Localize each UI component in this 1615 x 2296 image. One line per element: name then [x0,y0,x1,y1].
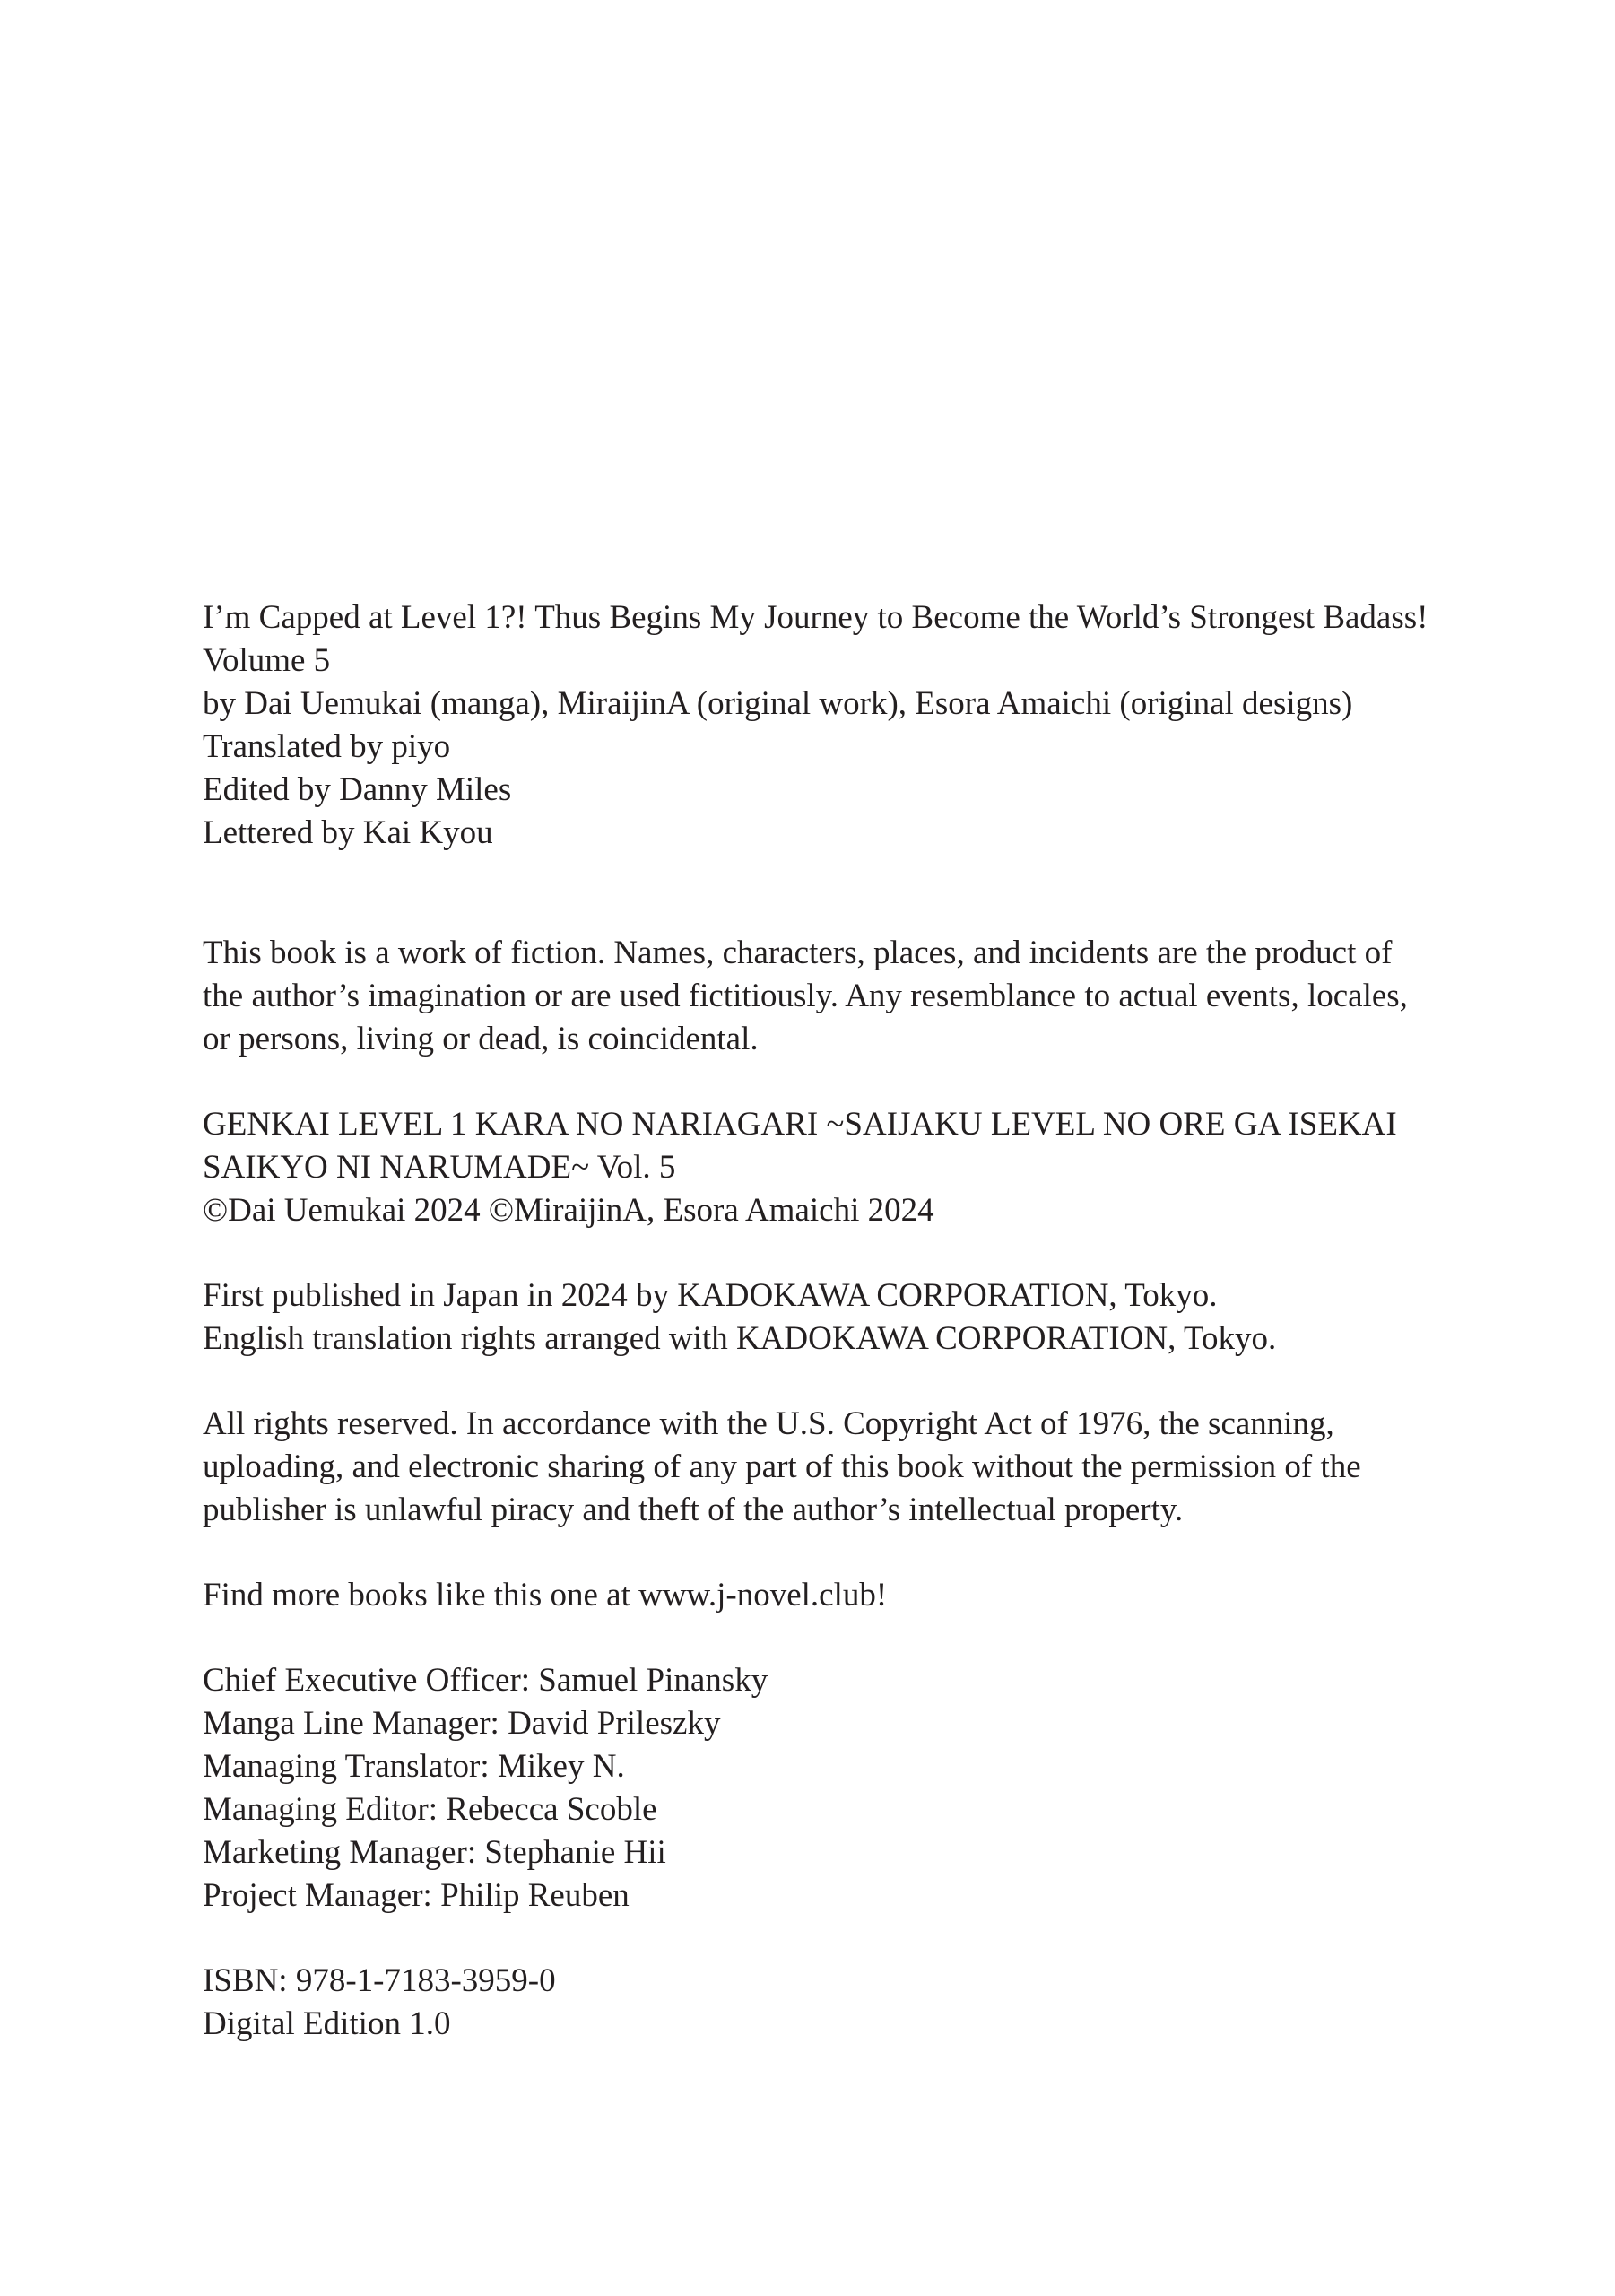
book-title: I’m Capped at Level 1?! Thus Begins My Journey to Become the World’s Strongest Badass! [203,599,1428,636]
translator-credit: Translated by piyo [203,728,451,765]
staff-line: Managing Translator: Mikey N. [203,1748,625,1785]
publication-block [203,1274,1512,1361]
editor-credit: Edited by Danny Miles [203,771,512,808]
isbn-block [203,1960,1512,2046]
publication-line: First published in Japan in 2024 by KADOKAWA CORPORATION, Tokyo. [203,1277,1218,1314]
letterer-credit: Lettered by Kai Kyou [203,814,493,851]
rights-line: All rights reserved. In accordance with the U.S. Copyright Act of 1976, the scanning, [203,1405,1334,1442]
staff-line: Marketing Manager: Stephanie Hii [203,1834,666,1871]
publication-line: English translation rights arranged with KADOKAWA CORPORATION, Tokyo. [203,1320,1277,1357]
fiction-notice [203,932,1512,1061]
edition-line: Digital Edition 1.0 [203,2005,451,2042]
fiction-notice-line: This book is a work of fiction. Names, characters, places, and incidents are the product of [203,935,1393,971]
rights-block [203,1403,1512,1532]
copyright-line: ©Dai Uemukai 2024 ©MiraijinA, Esora Amaichi 2024 [203,1192,934,1229]
staff-block [203,1659,1512,1918]
fiction-notice-line: or persons, living or dead, is coincidental. [203,1021,759,1057]
original-title-line: GENKAI LEVEL 1 KARA NO NARIAGARI ~SAIJAKU LEVEL NO ORE GA ISEKAI [203,1106,1397,1143]
staff-line: Manga Line Manager: David Prileszky [203,1705,721,1742]
website-line: Find more books like this one at www.j-novel.club! [203,1577,888,1613]
original-title-line: SAIKYO NI NARUMADE~ Vol. 5 [203,1149,676,1186]
rights-line: uploading, and electronic sharing of any part of this book without the permission of the [203,1448,1361,1485]
volume-label: Volume 5 [203,642,331,679]
staff-line: Chief Executive Officer: Samuel Pinansky [203,1662,768,1699]
website-block [203,1574,1512,1617]
author-credits: by Dai Uemukai (manga), MiraijinA (original work), Esora Amaichi (original designs) [203,685,1353,722]
original-title-block [203,1103,1512,1232]
fiction-notice-line: the author’s imagination or are used fictitiously. Any resemblance to actual events, locales, [203,978,1408,1014]
isbn-line: ISBN: 978-1-7183-3959-0 [203,1962,556,1999]
staff-line: Project Manager: Philip Reuben [203,1877,630,1914]
credits-block [203,596,1512,855]
staff-line: Managing Editor: Rebecca Scoble [203,1791,657,1828]
rights-line: publisher is unlawful piracy and theft of the author’s intellectual property. [203,1492,1184,1528]
copyright-page [203,596,1512,2046]
